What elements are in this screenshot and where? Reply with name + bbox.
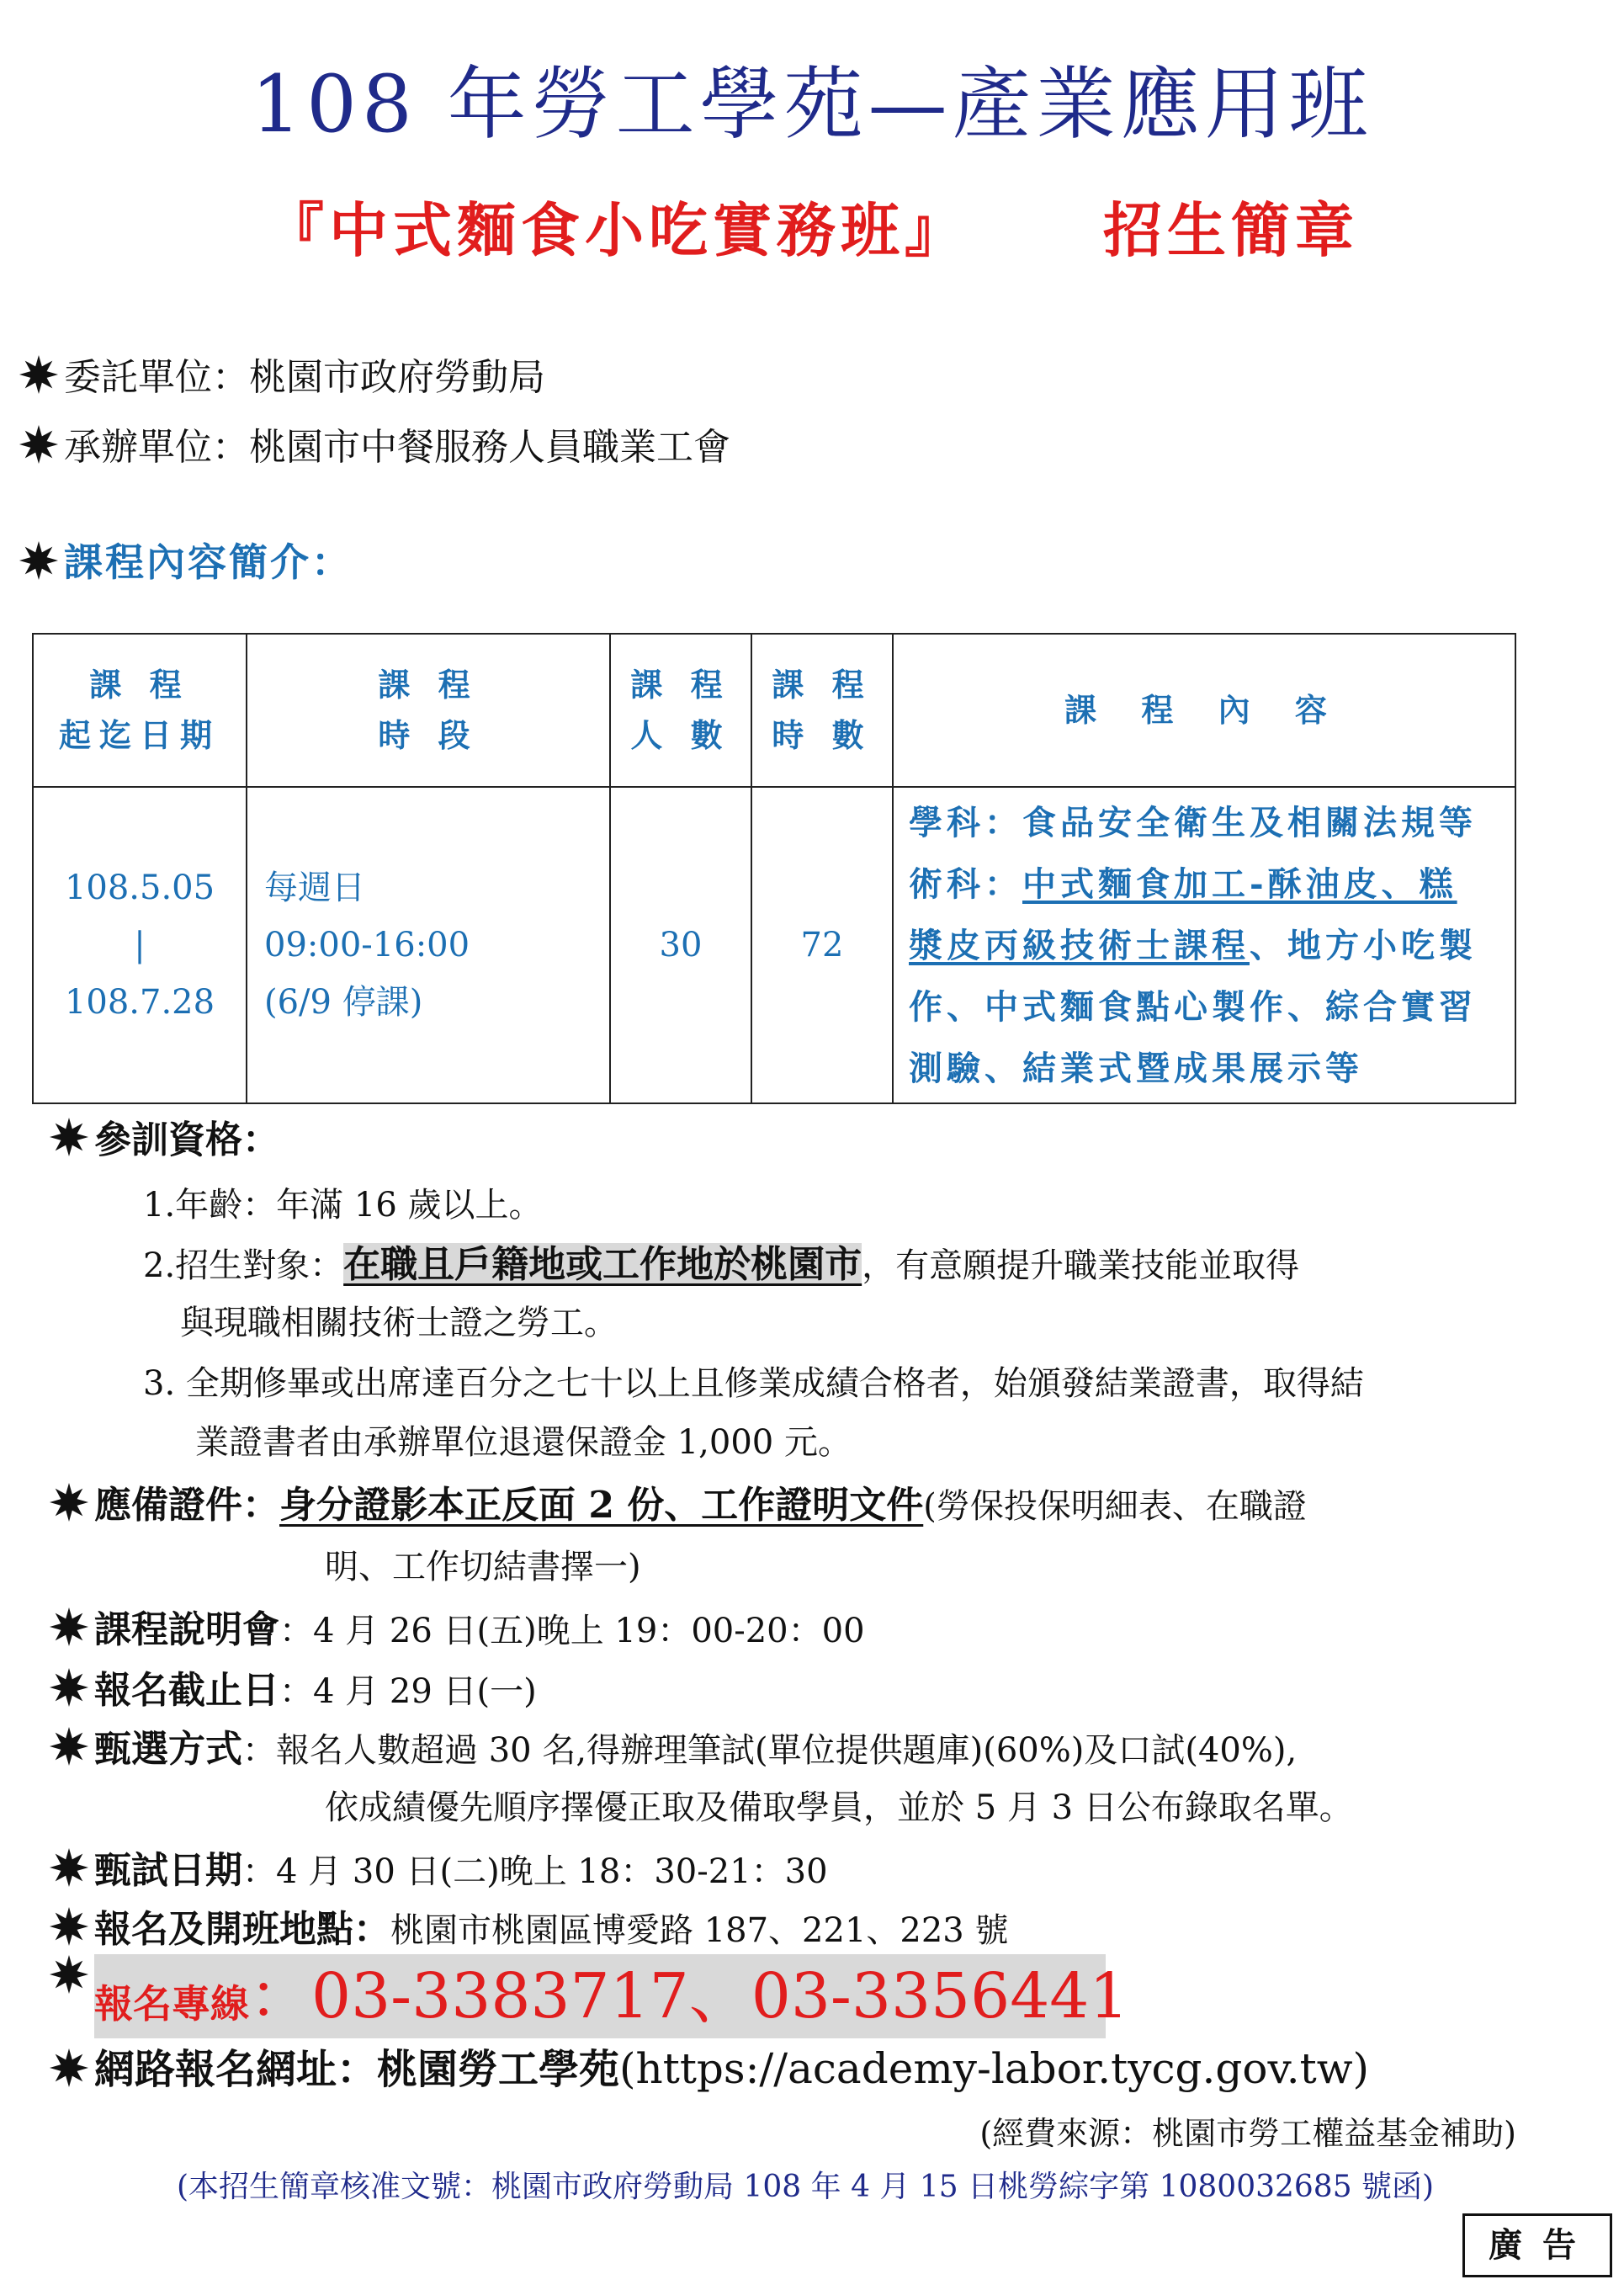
- table-row: [33, 787, 1515, 1103]
- header-content: 課 程 內 容: [893, 634, 1515, 787]
- briefing-session: 課程說明會：4 月 26 日(五)晚上 19：00-20：00: [49, 1599, 865, 1653]
- eight-point-star-icon: [49, 2048, 89, 2088]
- eligibility-target-cont: 與現職相關技術士證之勞工。: [180, 1304, 618, 1342]
- eight-point-star-icon: [49, 1667, 89, 1708]
- header-people: 課 程 人 數: [610, 634, 751, 787]
- required-documents: 應備證件：身分證影本正反面 2 份、工作證明文件(勞保投保明細表、在職證: [49, 1474, 1307, 1528]
- required-documents-cont: 明、工作切結書擇一): [325, 1548, 641, 1586]
- online-registration: 網路報名網址：桃園勞工學苑(https://academy-labor.tycg.gov.tw): [49, 2037, 1369, 2095]
- table-header-row: [33, 634, 1515, 787]
- eight-point-star-icon: [49, 1117, 89, 1157]
- page-title: 108 年勞工學苑—產業應用班: [251, 59, 1373, 151]
- eight-point-star-icon: [19, 540, 59, 581]
- course-intro-heading: 課程內容簡介：: [19, 532, 353, 587]
- page-subtitle: [0, 183, 1624, 268]
- selection-method-cont: 依成績優先順序擇優正取及備取學員，並於 5 月 3 日公布錄取名單。: [325, 1788, 1353, 1827]
- cell-date: 108.5.05 | 108.7.28: [33, 787, 247, 1103]
- venue: 報名及開班地點：桃園市桃園區博愛路 187、221、223 號: [49, 1899, 1008, 1953]
- course-table: [32, 633, 1516, 1104]
- eight-point-star-icon: [49, 1726, 89, 1767]
- eligibility-target: 2.招生對象：在職且戶籍地或工作地於桃園市，有意願提升職業技能並取得: [143, 1243, 1300, 1286]
- registration-deadline: 報名截止日：4 月 29 日(一): [49, 1660, 537, 1714]
- eight-point-star-icon: [49, 1954, 89, 1995]
- eight-point-star-icon: [19, 354, 59, 395]
- header-date: 課 程 起迄日期: [33, 634, 247, 787]
- exam-date: 甄試日期：4 月 30 日(二)晚上 18：30-21：30: [49, 1840, 828, 1894]
- eight-point-star-icon: [49, 1482, 89, 1522]
- course-name: 『中式麵食小吃實務班』: [265, 195, 969, 265]
- registration-url-link[interactable]: (https://academy-labor.tycg.gov.tw): [619, 2044, 1370, 2093]
- eligibility-target-highlight: 在職且戶籍地或工作地於桃園市: [343, 1243, 862, 1286]
- eligibility-age: 1.年齡：年滿 16 歲以上。: [143, 1186, 543, 1225]
- funding-source: (經費來源：桃園市勞工權益基金補助): [979, 2115, 1516, 2152]
- cell-hours: 72: [751, 787, 893, 1103]
- selection-method: 甄選方式：報名人數超過 30 名,得辦理筆試(單位提供題庫)(60%)及口試(40%),: [49, 1719, 1297, 1772]
- cell-time: 每週日 09:00-16:00 (6/9 停課): [247, 787, 610, 1103]
- cell-people: 30: [610, 787, 751, 1103]
- eight-point-star-icon: [49, 1906, 89, 1947]
- ad-label: 廣告: [1462, 2213, 1612, 2277]
- eight-point-star-icon: [19, 424, 59, 465]
- registration-hotline: 報名專線：03-3383717、03-3356441: [49, 1954, 1106, 2038]
- eight-point-star-icon: [49, 1847, 89, 1888]
- cell-content: 學科：食品安全衛生及相關法規等 術科：中式麵食加工-酥油皮、糕 漿皮丙級技術士課程、地方小吃製 作、中式麵食點心製作、綜合實習 測驗、結業式暨成果展示等: [893, 787, 1515, 1103]
- notice-label: 招生簡章: [1103, 195, 1359, 265]
- eligibility-completion-cont: 業證書者由承辦單位退還保證金 1,000 元。: [195, 1423, 852, 1462]
- header-time: 課 程 時 段: [247, 634, 610, 787]
- eight-point-star-icon: [49, 1607, 89, 1647]
- host-unit: 承辦單位：桃園市中餐服務人員職業工會: [19, 417, 730, 470]
- eligibility-completion: 3. 全期修畢或出席達百分之七十以上且修業成績合格者，始頒發結業證書，取得結: [143, 1364, 1364, 1403]
- eligibility-heading: 參訓資格：: [49, 1109, 279, 1163]
- commission-unit: 委託單位：桃園市政府勞動局: [19, 347, 545, 401]
- approval-number: (本招生簡章核准文號：桃園市政府勞動局 108 年 4 月 15 日桃勞綜字第 1080032685 號函): [177, 2170, 1435, 2204]
- header-hours: 課 程 時 數: [751, 634, 893, 787]
